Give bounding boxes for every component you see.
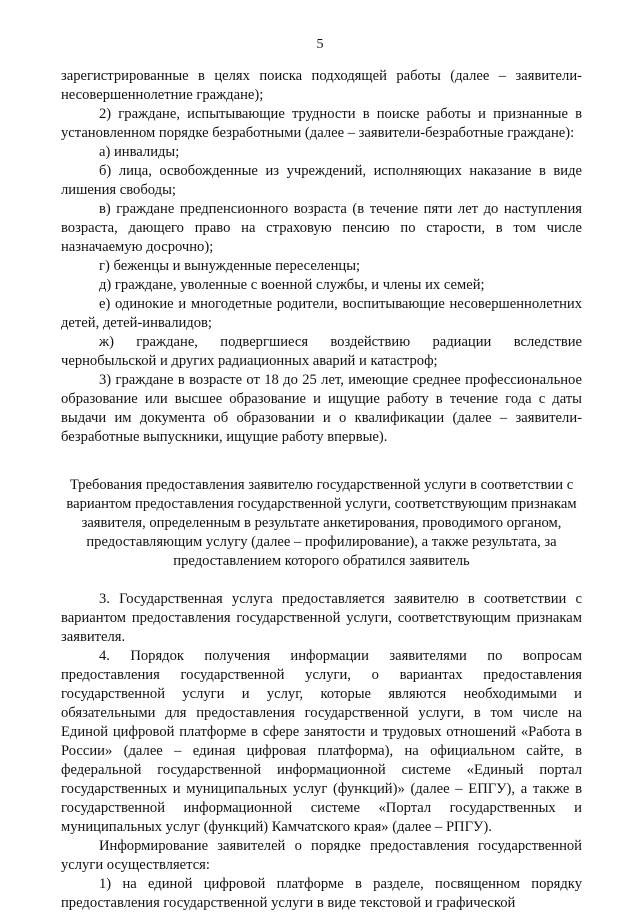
- spacer: [61, 571, 582, 590]
- list-item: е) одинокие и многодетные родители, воспитывающие несовершеннолетних детей, детей-инвалидов;: [61, 296, 582, 331]
- list-item: а) инвалиды;: [99, 144, 180, 160]
- paragraph: 1) на единой цифровой платформе в разделе, посвященном порядку предоставления государственной услуги в виде текстовой и графической: [61, 876, 582, 911]
- document-body: [61, 67, 582, 913]
- section-heading: Требования предоставления заявителю государственной услуги в соответствии с вариантом предоставления государственной услуги, соответствующим признакам заявителя, определенным в результате анкетирования, проводимого органом, предоставляющим услугу (далее – профилирование), а также результата, за предоставлением которого обратился заявитель: [66, 477, 577, 569]
- paragraph: Информирование заявителей о порядке предоставления государственной услуги осуществляется:: [61, 838, 582, 873]
- page-number: 5: [316, 37, 324, 52]
- paragraph: 3) граждане в возрасте от 18 до 25 лет, имеющие среднее профессиональное образование или высшее образование и ищущие работу в течение года с даты выдачи им документа об образовании и о квалификации (далее – заявители-безработные выпускники, ищущие работу впервые).: [61, 372, 582, 445]
- paragraph: 4. Порядок получения информации заявителями по вопросам предоставления государственной услуги, о вариантах предоставления государственной услуги и услуг, которые являются необходимыми и обязательными для предоставления государственной услуги, в том числе на Единой цифровой платформе в сфере занятости и трудовых отношений «Работа в России» (далее – единая цифровая платформа), на официальном сайте, в федеральной государственной информационной системе «Единый портал государственных и муниципальных услуг (функций)» (далее – ЕПГУ), а также в государственной информационной системе «Портал государственных и муниципальных услуг (функций) Камчатского края» (далее – РПГУ).: [61, 648, 582, 835]
- list-item: г) беженцы и вынужденные переселенцы;: [99, 258, 361, 274]
- list-item: в) граждане предпенсионного возраста (в течение пяти лет до наступления возраста, дающего право на страховую пенсию по старости, в том числе назначаемую досрочно);: [61, 201, 582, 255]
- list-item: б) лица, освобожденные из учреждений, исполняющих наказание в виде лишения свободы;: [61, 163, 582, 198]
- list-item: д) граждане, уволенные с военной службы, и члены их семей;: [99, 277, 485, 293]
- spacer: [61, 447, 582, 476]
- list-item: ж) граждане, подвергшиеся воздействию радиации вследствие чернобыльской и других радиационных аварий и катастроф;: [61, 334, 582, 369]
- paragraph: 2) граждане, испытывающие трудности в поиске работы и признанные в установленном порядке безработными (далее – заявители-безработные граждане):: [61, 106, 582, 141]
- paragraph: зарегистрированные в целях поиска подходящей работы (далее – заявители-несовершеннолетние граждане);: [61, 68, 582, 103]
- paragraph: 3. Государственная услуга предоставляется заявителю в соответствии с вариантом предоставления государственной услуги, соответствующим признакам заявителя.: [61, 591, 582, 645]
